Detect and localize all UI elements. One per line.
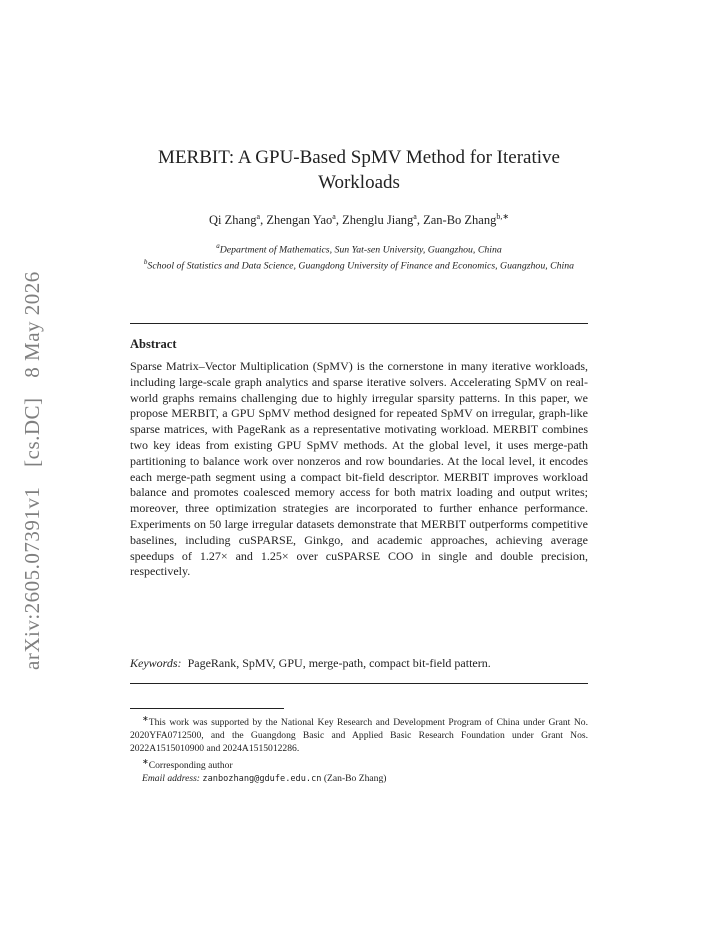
affiliation-mark: a (216, 242, 220, 250)
abstract-top-rule (130, 323, 588, 324)
author-name: Zhengan Yao (266, 213, 333, 228)
paper-title: MERBIT: A GPU-Based SpMV Method for Iterative Workloads (158, 147, 560, 193)
funding-footnote (130, 712, 588, 755)
email-owner: (Zan-Bo Zhang) (323, 773, 387, 785)
author-mark: b,∗ (496, 212, 510, 221)
footnote-mark: ∗ (142, 757, 149, 767)
abstract-text: Sparse Matrix–Vector Multiplication (SpMV) is the cornerstone in many iterative workloads, including large-scale graph analytics and sparse iterative solvers. Accelerating SpMV on real-world graphs remains challenging due to highly irregular sparsity patterns. In this paper, we propose MERBIT, a GPU SpMV method designed for repeated SpMV on irregular, graph-like sparse matrices, with PageRank as a representative motivating workload. MERBIT combines two key ideas from existing GPU SpMV methods. At the global level, it uses merge-path partitioning to balance work over nonzeros and row boundaries. At the local level, it encodes each merge-path segment using a compact bit-field descriptor. MERBIT improves workload balance and promotes coalesced memory access for both matrix loading and output writes; moreover, three optimization strategies are incorporated to further enhance performance. Experiments on 50 large irregular datasets demonstrate that MERBIT outperforms competitive baselines, including cuSPARSE, Ginkgo, and academic approaches, achieving average speedups of 1.27× and 1.25× over cuSPARSE COO in single and double precision, respectively. (130, 359, 588, 579)
arxiv-date: 8 May 2026 (20, 271, 44, 378)
arxiv-identifier-stamp (20, 257, 45, 670)
affiliation-text: School of Statistics and Data Science, Guangdong University of Finance and Economics, Guangzhou, China (147, 260, 575, 272)
arxiv-id: arXiv:2605.07391v1 (20, 486, 44, 670)
abstract-bottom-rule (130, 683, 588, 684)
affiliations (130, 240, 588, 273)
author-list: Qi Zhang$^a$, Zhengan Yao$^a$, Zhenglu Jiang$^a$, Zan-Bo Zhang$^{b,∗}$ (208, 212, 510, 228)
affiliation-item (130, 256, 588, 272)
author-name: Zan-Bo Zhang (423, 213, 497, 228)
funding-text: This work was supported by the National Key Research and Development Program of China under Grant No. 2020YFA0712500, and the Guangdong Basic and Applied Basic Research Foundation under Grant Nos. 2022A1515010900 and 2024A1515012286. (130, 717, 588, 755)
author-name: Zhenglu Jiang (342, 213, 414, 228)
affiliation-text: Department of Mathematics, Sun Yat-sen University, Guangzhou, China (219, 244, 502, 256)
corresponding-text: Corresponding author (148, 760, 233, 772)
author-mark: a (256, 212, 261, 221)
affiliation-mark: b (143, 258, 148, 267)
footnotes (130, 712, 588, 786)
author-name: Qi Zhang (208, 213, 257, 228)
author-mark: a (413, 212, 417, 221)
affiliation-item (130, 240, 588, 256)
arxiv-category: [cs.DC] (20, 397, 44, 467)
keywords-label: Keywords: (130, 656, 182, 670)
keywords-text: PageRank, SpMV, GPU, merge-path, compact bit-field pattern. (187, 656, 491, 670)
email-address[interactable]: zanbozhang@gdufe.edu.cn (202, 774, 322, 785)
keywords-line (130, 656, 588, 671)
author-mark: a (332, 212, 336, 221)
footnote-rule (130, 708, 284, 709)
footnote-mark: ∗ (142, 714, 149, 723)
email-footnote (130, 772, 588, 786)
corresponding-footnote (130, 755, 588, 772)
email-label: Email address: (142, 773, 201, 785)
abstract-heading: Abstract (130, 337, 177, 351)
